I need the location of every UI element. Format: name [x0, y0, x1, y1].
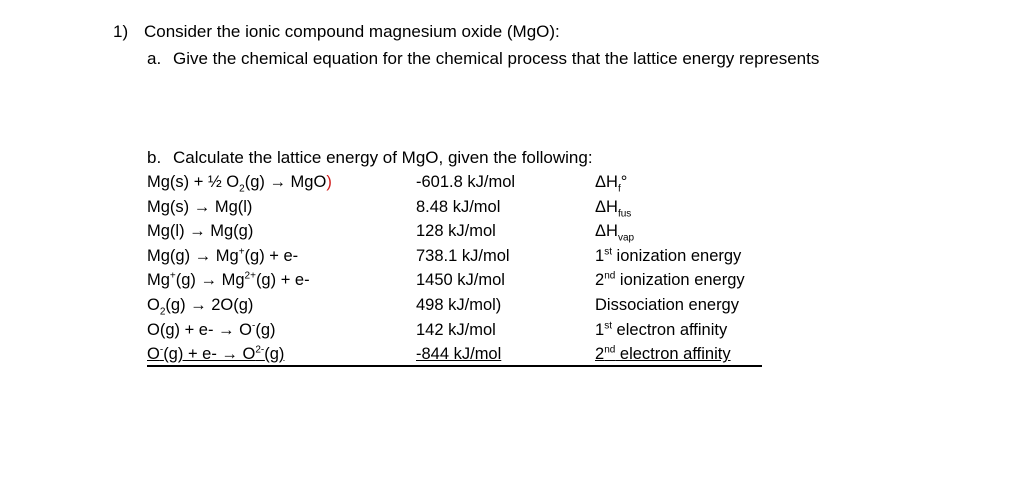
table-row: [147, 173, 767, 198]
energy-value: 142 kJ/mol: [416, 320, 496, 339]
table-row: [147, 222, 767, 247]
energy-label: $\Delta H_{vap}$: [595, 222, 635, 244]
part-a-letter: a.: [147, 49, 162, 68]
energy-value: 8.48 kJ/mol: [416, 197, 501, 216]
table-row: [147, 271, 767, 296]
energy-label: 2nd electron affinity: [595, 344, 731, 364]
thermo-data-table: [147, 173, 767, 370]
energy-label: $\Delta H_f^\circ$: [595, 173, 628, 195]
energy-value: -601.8 kJ/mol: [416, 173, 516, 191]
table-row: [147, 198, 767, 223]
energy-value: -844 kJ/mol: [416, 345, 502, 364]
energy-value: 498 kJ/mol): [416, 295, 502, 314]
part-a: [147, 49, 819, 69]
reaction-equation: $O^-(g) + e- \to O^{2-}(g)$: [147, 344, 285, 364]
reaction-equation: Mg(g) → Mg+(g) + e-: [147, 246, 299, 265]
part-b-letter: b.: [147, 148, 162, 167]
reaction-equation: Mg(s) → Mg(l): [147, 197, 253, 216]
question-number: 1): [113, 22, 129, 41]
energy-label: Dissociation energy: [595, 295, 739, 314]
energy-value: 128 kJ/mol: [416, 222, 496, 241]
table-row: [147, 321, 767, 346]
reaction-equation: $Mg^+(g) \to Mg^{2+}(g) + e-$: [147, 270, 310, 290]
energy-value: 1450 kJ/mol: [416, 271, 505, 290]
part-b-text: Calculate the lattice energy of MgO, given the following:: [173, 148, 593, 167]
question-text: Consider the ionic compound magnesium oxide (MgO):: [144, 22, 560, 41]
energy-label: 1st electron affinity: [595, 320, 728, 339]
energy-label: $\Delta H_{fus}$: [595, 197, 632, 219]
table-row: [147, 296, 767, 321]
part-a-text: Give the chemical equation for the chemical process that the lattice energy represents: [173, 49, 820, 68]
reaction-equation: Mg(s) + ½ $O_2(g) \to MgO$): [147, 173, 332, 195]
reaction-equation: Mg(l) → Mg(g): [147, 222, 254, 241]
energy-value: 738.1 kJ/mol: [416, 246, 510, 265]
table-row: [147, 247, 767, 272]
question-heading: [113, 22, 560, 42]
reaction-equation: O(g) + e- → O-(g): [147, 320, 276, 339]
energy-label: 2nd ionization energy: [595, 270, 745, 290]
part-b: [147, 148, 593, 168]
energy-label: 1st ionization energy: [595, 246, 742, 265]
reaction-equation: $O_2(g) \to 2O(g)$: [147, 295, 254, 318]
table-underline: [147, 365, 762, 367]
